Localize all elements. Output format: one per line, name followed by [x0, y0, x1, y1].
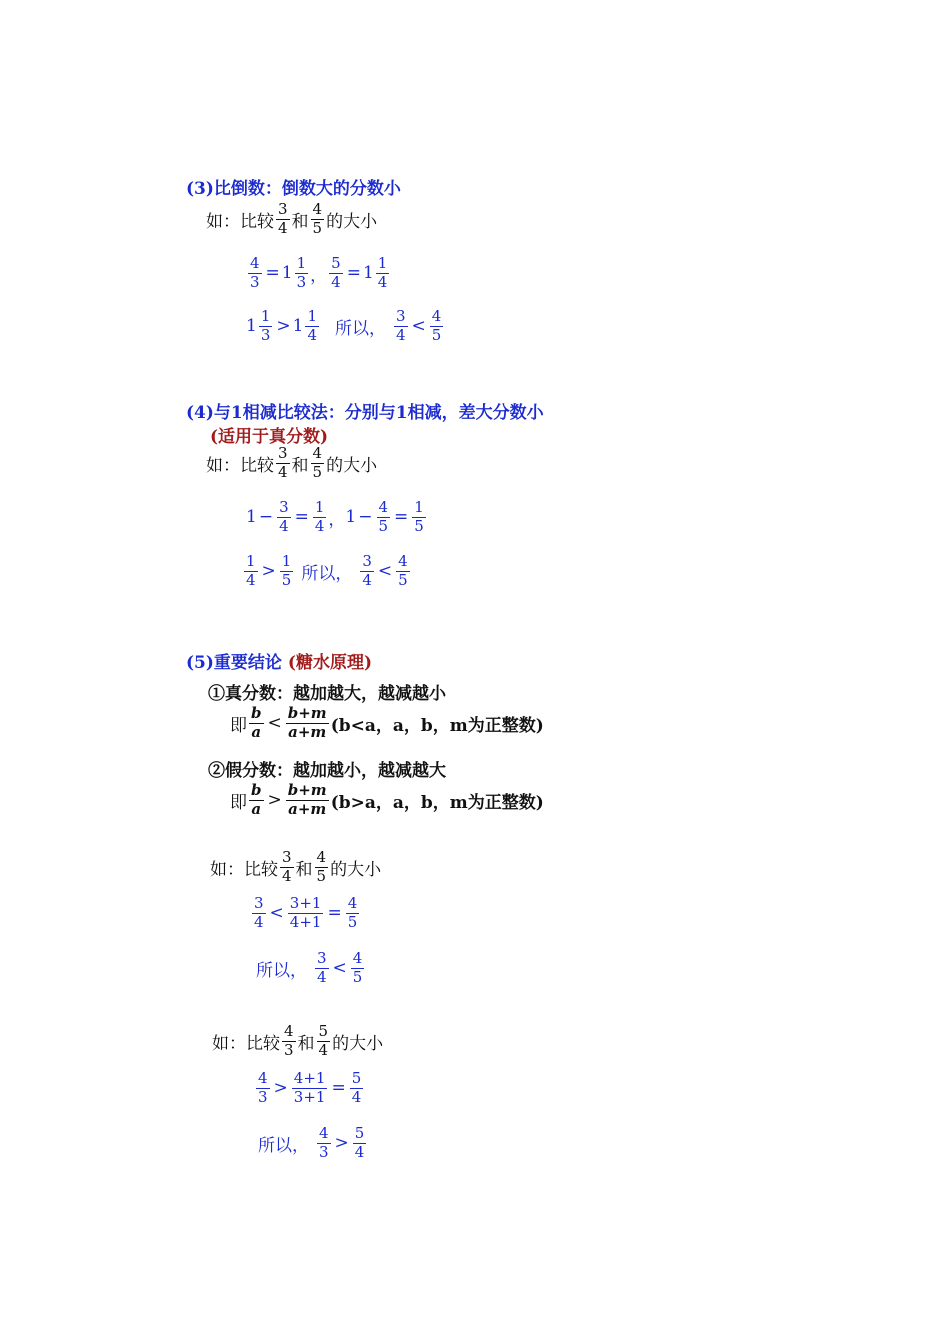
- less-than-sign: <: [269, 903, 284, 924]
- numerator: 3: [278, 200, 288, 218]
- so-word: 所以，: [256, 960, 307, 981]
- fraction: [376, 256, 390, 291]
- number-one: 1: [345, 507, 357, 528]
- fraction: [277, 500, 291, 535]
- numerator: 3: [278, 444, 288, 462]
- denominator: a: [249, 723, 264, 741]
- numerator: 1: [260, 307, 271, 325]
- fraction: [311, 446, 325, 481]
- condition-text: (b>a，a，b，m为正整数): [330, 792, 544, 813]
- fraction: [248, 256, 262, 291]
- denominator: 5: [431, 325, 442, 344]
- fraction: [305, 309, 319, 344]
- fraction: [288, 896, 324, 931]
- sec4-heading-text: (4)与1相减比较法：分别与1相减，差大分数小: [186, 403, 544, 423]
- numerator: 4: [352, 949, 363, 967]
- fraction: [377, 500, 391, 535]
- fraction: [252, 896, 266, 931]
- denominator: 3: [250, 272, 260, 291]
- sec3-heading-text: (3)比倒数：倒数大的分数小: [186, 179, 401, 199]
- example-prefix: 如：比较: [210, 859, 278, 880]
- sec5-ex1-calc: [250, 896, 361, 931]
- sec5-heading: [186, 648, 372, 673]
- denominator: 5: [414, 516, 424, 535]
- sec4-row2: [242, 554, 412, 589]
- fraction: [412, 500, 426, 535]
- numerator: 1: [377, 254, 388, 272]
- denominator: 3: [258, 1087, 268, 1106]
- ji-word: 即: [230, 792, 247, 813]
- denominator: 4: [377, 272, 388, 291]
- fraction: [317, 1024, 331, 1059]
- example-suffix: 的大小: [332, 1033, 384, 1054]
- denominator: 4: [317, 967, 327, 986]
- denominator: 5: [316, 866, 327, 885]
- and-word: 和: [291, 455, 309, 476]
- denominator: 5: [352, 967, 363, 986]
- and-word: 和: [297, 1033, 315, 1054]
- sec5-formula1: [230, 706, 544, 741]
- numerator: 4: [319, 1124, 329, 1142]
- sec5-ex2-line: [212, 1024, 383, 1059]
- numerator: 1: [296, 254, 307, 272]
- numerator: 4: [378, 498, 389, 516]
- minus-sign: −: [258, 507, 274, 528]
- fraction: [259, 309, 273, 344]
- equals-sign: =: [394, 507, 409, 528]
- numerator: 4: [250, 254, 260, 272]
- fraction: [249, 706, 264, 741]
- denominator: 5: [312, 462, 323, 481]
- equals-sign: =: [327, 903, 342, 924]
- sec5-formula2: [230, 783, 544, 818]
- sec4-note-text: (适用于真分数): [210, 427, 329, 447]
- fraction: [311, 202, 325, 237]
- denominator: 4: [246, 570, 256, 589]
- greater-than-sign: >: [273, 1078, 288, 1099]
- fraction: [430, 309, 444, 344]
- equals-sign: =: [346, 263, 361, 284]
- numerator: 5: [354, 1124, 365, 1142]
- numerator: 3: [282, 848, 292, 866]
- comma: ，: [310, 265, 328, 286]
- so-word: 所以，: [301, 563, 353, 584]
- denominator: 4: [351, 1087, 362, 1106]
- sec5-point1: [208, 679, 446, 704]
- numerator: 1: [281, 552, 292, 570]
- fraction: [280, 850, 294, 885]
- fraction: [295, 256, 309, 291]
- numerator: 4: [284, 1022, 294, 1040]
- denominator: 4: [362, 570, 372, 589]
- denominator: 4: [318, 1040, 329, 1059]
- point1-text: ①真分数：越加越大，越减越小: [208, 684, 446, 704]
- numerator: b+m: [287, 704, 327, 722]
- sec3-row2: [246, 309, 445, 344]
- sec3-row1: [246, 256, 391, 291]
- numerator: 4: [258, 1069, 268, 1087]
- numerator: 4+1: [293, 1069, 326, 1087]
- less-than-sign: <: [267, 713, 282, 734]
- condition-text: (b<a，a，b，m为正整数): [330, 715, 544, 736]
- denominator: 3: [319, 1142, 329, 1161]
- greater-than-sign: >: [334, 1133, 349, 1154]
- fraction: [315, 951, 329, 986]
- sec5-point2: [208, 756, 446, 781]
- denominator: 4: [254, 912, 264, 931]
- fraction: [351, 951, 365, 986]
- numerator: 1: [246, 552, 256, 570]
- greater-than-sign: >: [261, 561, 276, 582]
- sec3-example-line: [206, 202, 377, 237]
- sec5-heading-text: (5)重要结论: [186, 653, 282, 673]
- denominator: 4: [396, 325, 406, 344]
- fraction: [360, 554, 374, 589]
- sec4-heading: [186, 398, 544, 423]
- so-word: 所以，: [335, 318, 386, 339]
- numerator: b: [251, 781, 262, 799]
- denominator: a: [249, 800, 264, 818]
- numerator: 4: [316, 848, 327, 866]
- numerator: 4: [347, 894, 358, 912]
- numerator: 3: [254, 894, 264, 912]
- fraction: [286, 706, 329, 741]
- fraction: [353, 1126, 367, 1161]
- equals-sign: =: [294, 507, 309, 528]
- point2-text: ②假分数：越加越小，越减越大: [208, 761, 446, 781]
- greater-than-sign: >: [276, 316, 291, 337]
- fraction: [286, 783, 329, 818]
- denominator: 4: [278, 462, 288, 481]
- sec5-heading-note: (糖水原理): [287, 653, 373, 673]
- fraction: [282, 1024, 296, 1059]
- numerator: 3: [362, 552, 372, 570]
- and-word: 和: [295, 859, 313, 880]
- equals-sign: =: [265, 263, 280, 284]
- denominator: 5: [347, 912, 358, 931]
- numerator: 3: [317, 949, 327, 967]
- whole-part: 1: [281, 263, 293, 284]
- denominator: 4: [279, 516, 289, 535]
- denominator: 5: [312, 218, 323, 237]
- numerator: 3: [279, 498, 289, 516]
- denominator: 5: [398, 570, 408, 589]
- fraction: [280, 554, 294, 589]
- sec4-row1: [246, 500, 428, 535]
- whole-part: 1: [246, 316, 257, 337]
- greater-than-sign: >: [267, 790, 282, 811]
- sec4-example-line: [206, 446, 377, 481]
- numerator: 3: [396, 307, 406, 325]
- fraction: [396, 554, 410, 589]
- denominator: 3: [284, 1040, 294, 1059]
- fraction: [315, 850, 329, 885]
- and-word: 和: [291, 211, 309, 232]
- numerator: 4: [312, 444, 323, 462]
- numerator: 4: [312, 200, 323, 218]
- denominator: 4: [282, 866, 292, 885]
- denominator: 5: [281, 570, 292, 589]
- denominator: 3: [260, 325, 271, 344]
- numerator: 3+1: [289, 894, 322, 912]
- fraction: [276, 202, 290, 237]
- sec3-heading: [186, 174, 401, 199]
- denominator: 4: [354, 1142, 365, 1161]
- denominator: a+m: [286, 800, 329, 818]
- fraction: [394, 309, 408, 344]
- numerator: 4: [431, 307, 442, 325]
- numerator: b+m: [287, 781, 327, 799]
- denominator: 3: [296, 272, 307, 291]
- less-than-sign: <: [377, 561, 393, 582]
- whole-part: 1: [292, 316, 304, 337]
- numerator: b: [251, 704, 262, 722]
- numerator: 1: [414, 498, 424, 516]
- denominator: 4: [278, 218, 288, 237]
- numerator: 5: [318, 1022, 329, 1040]
- fraction: [313, 500, 327, 535]
- less-than-sign: <: [332, 958, 347, 979]
- example-suffix: 的大小: [326, 455, 378, 476]
- sec5-ex2-calc: [254, 1071, 365, 1106]
- fraction: [244, 554, 258, 589]
- numerator: 4: [398, 552, 408, 570]
- fraction: [346, 896, 360, 931]
- numerator: 5: [331, 254, 341, 272]
- fraction: [256, 1071, 270, 1106]
- denominator: 4: [307, 325, 317, 344]
- example-suffix: 的大小: [330, 859, 382, 880]
- numerator: 5: [351, 1069, 362, 1087]
- denominator: 4: [314, 516, 325, 535]
- whole-part: 1: [362, 263, 374, 284]
- example-prefix: 如：比较: [206, 211, 274, 232]
- so-word: 所以，: [258, 1135, 309, 1156]
- fraction: [249, 783, 264, 818]
- denominator: 5: [378, 516, 389, 535]
- equals-sign: =: [331, 1078, 346, 1099]
- numerator: 1: [314, 498, 325, 516]
- numerator: 1: [307, 307, 317, 325]
- less-than-sign: <: [411, 316, 426, 337]
- sec5-ex1-line: [210, 850, 381, 885]
- sec4-note: [210, 422, 328, 447]
- comma: ，: [328, 509, 346, 530]
- sec5-ex1-result: [256, 951, 366, 986]
- number-one: 1: [246, 507, 257, 528]
- fraction: [317, 1126, 331, 1161]
- minus-sign: −: [358, 507, 373, 528]
- example-prefix: 如：比较: [212, 1033, 280, 1054]
- sec5-ex2-result: [258, 1126, 368, 1161]
- example-prefix: 如：比较: [206, 455, 274, 476]
- denominator: 4+1: [289, 912, 322, 931]
- fraction: [329, 256, 343, 291]
- fraction: [350, 1071, 364, 1106]
- ji-word: 即: [230, 715, 247, 736]
- denominator: a+m: [286, 723, 329, 741]
- example-suffix: 的大小: [326, 211, 378, 232]
- denominator: 3+1: [293, 1087, 326, 1106]
- denominator: 4: [331, 272, 341, 291]
- fraction: [292, 1071, 328, 1106]
- fraction: [276, 446, 290, 481]
